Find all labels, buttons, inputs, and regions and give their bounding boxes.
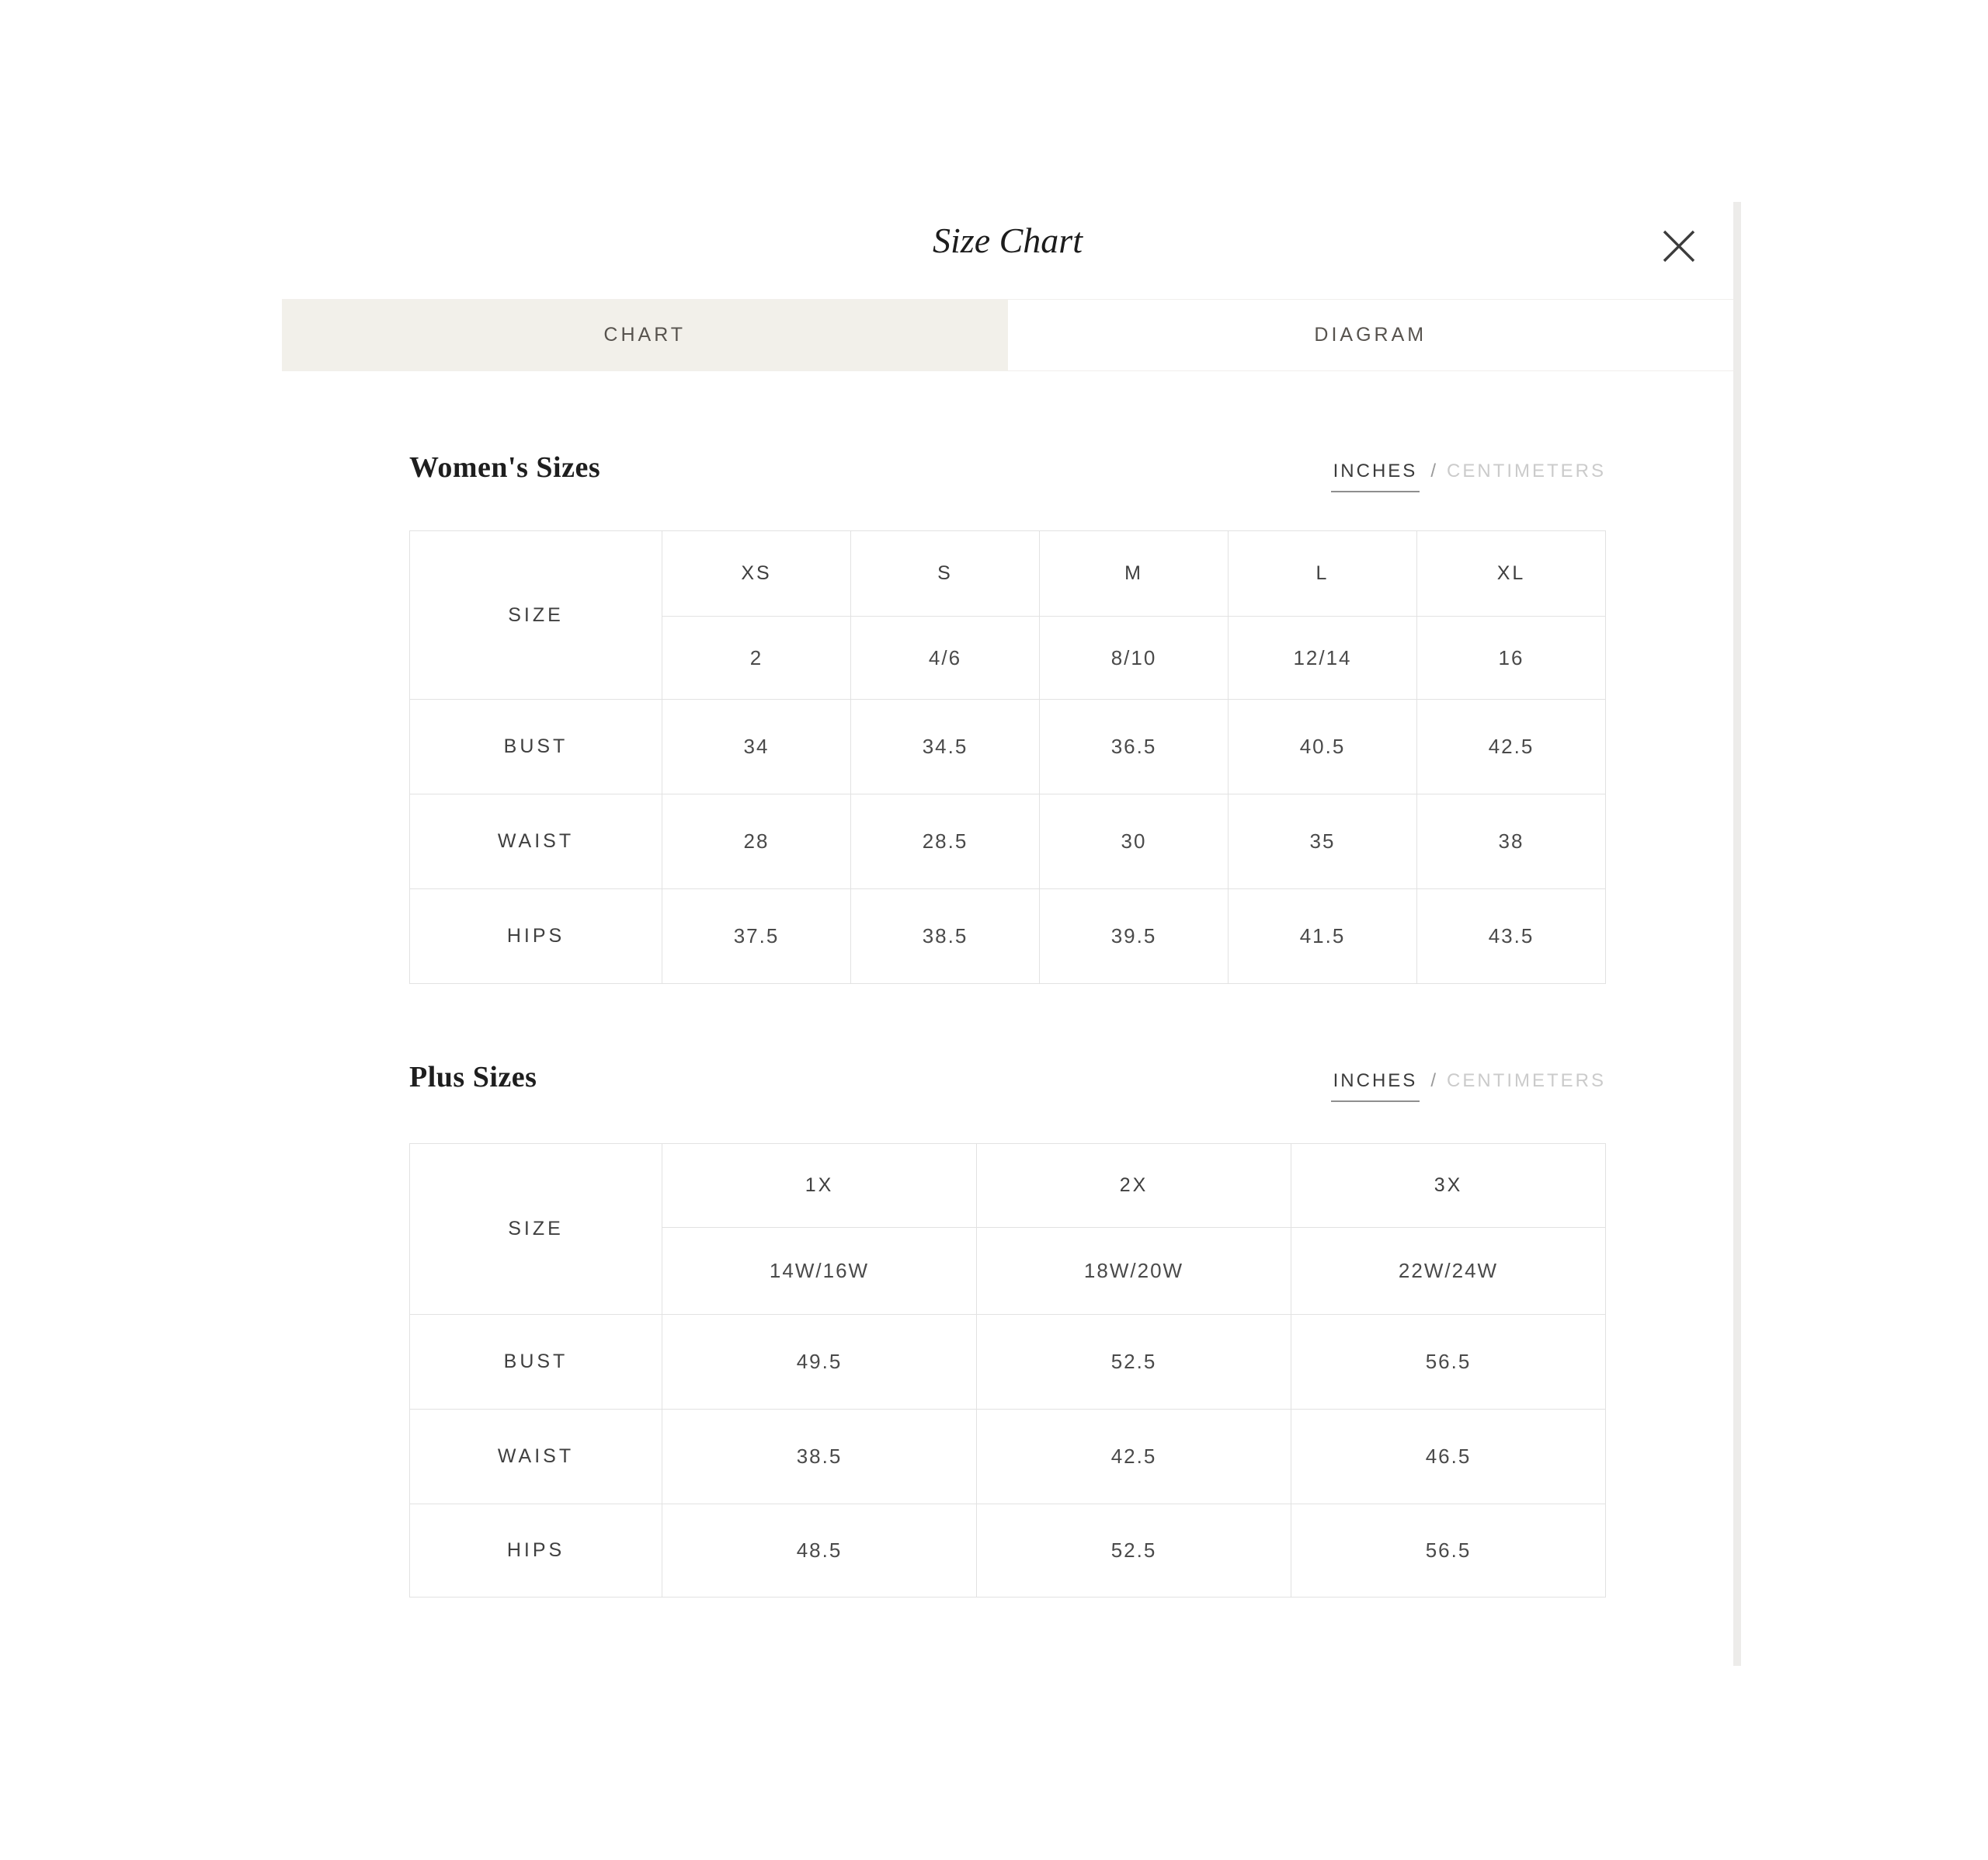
tab-bar	[282, 299, 1733, 371]
size-number-cell: 2	[662, 617, 851, 700]
value-cell: 52.5	[977, 1504, 1291, 1598]
value-cell: 39.5	[1040, 889, 1229, 984]
table-row	[410, 531, 1606, 617]
size-number-cell: 12/14	[1229, 617, 1417, 700]
size-corner-cell: SIZE	[410, 531, 662, 700]
plus-size-table	[409, 1143, 1606, 1598]
inches-toggle[interactable]: INCHES	[1331, 1070, 1420, 1102]
table-row	[410, 1315, 1606, 1410]
size-header-cell: XS	[662, 531, 851, 617]
size-header-cell: 3X	[1291, 1144, 1606, 1228]
size-header-cell: 1X	[662, 1144, 977, 1228]
size-number-cell: 22W/24W	[1291, 1228, 1606, 1315]
value-cell: 37.5	[662, 889, 851, 984]
size-chart-modal	[282, 200, 1741, 1666]
size-header-cell: XL	[1417, 531, 1606, 617]
value-cell: 43.5	[1417, 889, 1606, 984]
unit-separator: /	[1430, 461, 1436, 482]
value-cell: 28	[662, 794, 851, 889]
value-cell: 42.5	[1417, 700, 1606, 794]
table-row	[410, 889, 1606, 984]
size-header-cell: 2X	[977, 1144, 1291, 1228]
value-cell: 36.5	[1040, 700, 1229, 794]
size-number-cell: 18W/20W	[977, 1228, 1291, 1315]
value-cell: 38.5	[662, 1410, 977, 1504]
value-cell: 38.5	[851, 889, 1040, 984]
value-cell: 30	[1040, 794, 1229, 889]
value-cell: 46.5	[1291, 1410, 1606, 1504]
value-cell: 56.5	[1291, 1315, 1606, 1410]
measurement-label-cell: BUST	[410, 700, 662, 794]
tab-diagram[interactable]: DIAGRAM	[1008, 300, 1734, 370]
value-cell: 38	[1417, 794, 1606, 889]
value-cell: 49.5	[662, 1315, 977, 1410]
close-button[interactable]	[1656, 223, 1702, 269]
womens-section-header	[409, 450, 1606, 492]
plus-section-header	[409, 1060, 1606, 1102]
measurement-label-cell: WAIST	[410, 794, 662, 889]
scrollbar-track[interactable]	[1733, 202, 1741, 1666]
womens-unit-toggle	[1331, 461, 1606, 492]
table-row	[410, 1410, 1606, 1504]
measurement-label-cell: HIPS	[410, 889, 662, 984]
value-cell: 34.5	[851, 700, 1040, 794]
centimeters-toggle[interactable]: CENTIMETERS	[1446, 1070, 1606, 1091]
value-cell: 35	[1229, 794, 1417, 889]
table-row	[410, 794, 1606, 889]
table-row	[410, 1504, 1606, 1598]
table-row	[410, 1144, 1606, 1228]
value-cell: 28.5	[851, 794, 1040, 889]
measurement-label-cell: HIPS	[410, 1504, 662, 1598]
size-header-cell: M	[1040, 531, 1229, 617]
unit-separator: /	[1430, 1070, 1436, 1091]
size-header-cell: L	[1229, 531, 1417, 617]
measurement-label-cell: WAIST	[410, 1410, 662, 1504]
size-corner-cell: SIZE	[410, 1144, 662, 1315]
size-number-cell: 16	[1417, 617, 1606, 700]
table-row	[410, 700, 1606, 794]
size-number-cell: 8/10	[1040, 617, 1229, 700]
womens-sizes-heading: Women's Sizes	[409, 451, 601, 484]
size-header-cell: S	[851, 531, 1040, 617]
inches-toggle[interactable]: INCHES	[1331, 461, 1420, 492]
value-cell: 56.5	[1291, 1504, 1606, 1598]
size-number-cell: 14W/16W	[662, 1228, 977, 1315]
value-cell: 41.5	[1229, 889, 1417, 984]
value-cell: 34	[662, 700, 851, 794]
value-cell: 48.5	[662, 1504, 977, 1598]
size-number-cell: 4/6	[851, 617, 1040, 700]
value-cell: 40.5	[1229, 700, 1417, 794]
centimeters-toggle[interactable]: CENTIMETERS	[1446, 461, 1606, 482]
plus-unit-toggle	[1331, 1070, 1606, 1102]
value-cell: 52.5	[977, 1315, 1291, 1410]
modal-title: Size Chart	[933, 221, 1083, 260]
tab-chart[interactable]: CHART	[282, 300, 1008, 370]
womens-size-table	[409, 530, 1606, 984]
plus-sizes-heading: Plus Sizes	[409, 1061, 537, 1093]
close-icon	[1660, 228, 1698, 265]
value-cell: 42.5	[977, 1410, 1291, 1504]
measurement-label-cell: BUST	[410, 1315, 662, 1410]
